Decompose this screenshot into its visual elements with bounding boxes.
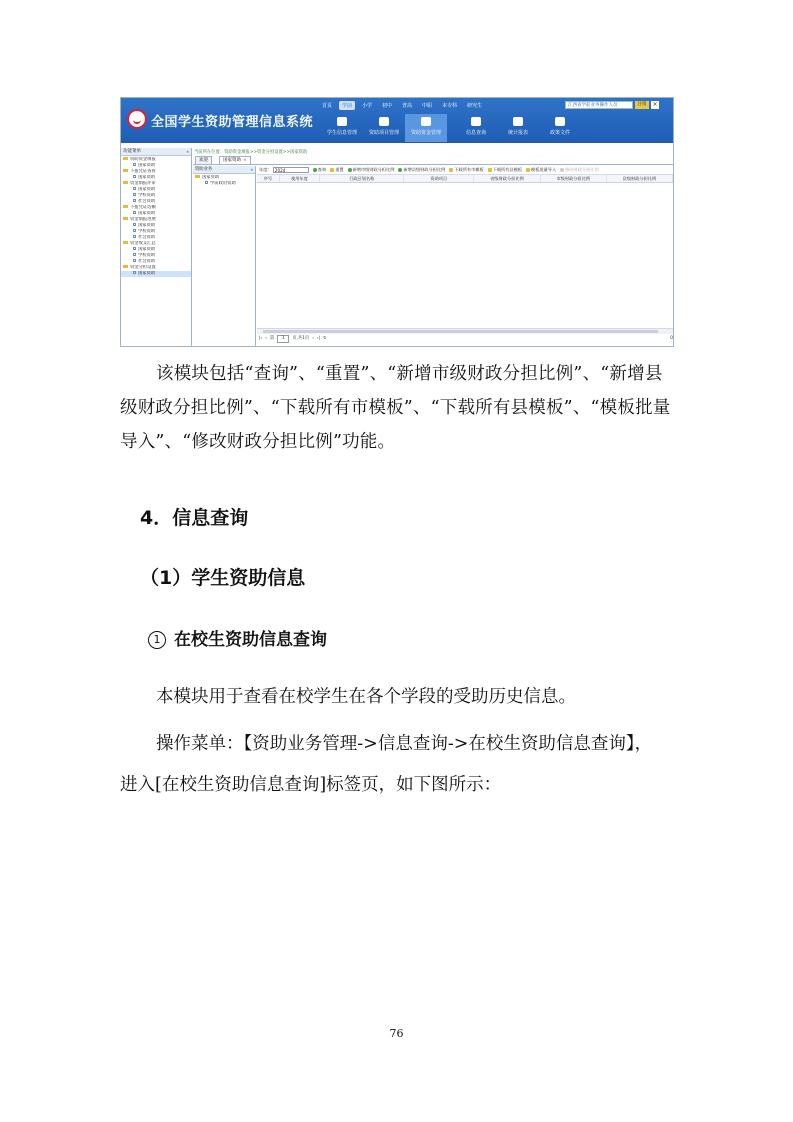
system-screenshot (120, 97, 674, 347)
first-page-icon[interactable]: |‹ (259, 336, 263, 341)
edit-doc-icon (555, 117, 565, 126)
tree-item[interactable]: 学前政府资助 (193, 181, 255, 187)
tree-item-selected[interactable]: 国家资助 (121, 271, 191, 277)
ledger-icon (421, 117, 431, 126)
business-tree (193, 174, 255, 187)
subsection-heading: （1）学生资助信息 (140, 567, 306, 589)
section-heading: 4．信息查询 (140, 507, 249, 529)
system-title: 全国学生资助管理信息系统 (151, 115, 314, 130)
data-grid (257, 166, 673, 346)
last-page-icon[interactable]: ›| (316, 336, 321, 341)
grid-header (257, 175, 673, 183)
paragraph-description: 本模块用于查看在校学生在各个学段的受助历史信息。 (156, 687, 576, 707)
tree-item[interactable]: 国家资助 (121, 163, 191, 169)
tab-welcome[interactable]: 欢迎 (195, 156, 212, 164)
tree-item[interactable]: 国家资助 (121, 175, 191, 181)
top-nav-preschool[interactable]: 学前 (339, 101, 355, 110)
record-count: 0 (670, 336, 673, 341)
tree-item[interactable]: 国家资助 (121, 223, 191, 229)
page-prefix: 第 (269, 336, 275, 341)
tree-item[interactable]: 资助资金填报 (121, 157, 191, 163)
tree-item[interactable]: 下拨凭证查看 (121, 169, 191, 175)
paragraph-module-functions: 该模块包括“查询”、“重置”、“新增市级财政分担比例”、“新增县级财政分担比例”、“下载所有市模板”、“下载所有县模板”、“模板批量导入”、“修改财政分担比例”功能。 (120, 364, 671, 452)
tree-item[interactable]: 学校资助 (121, 193, 191, 199)
paragraph-menu-path-cont: 进入[在校生资助信息查询]标签页，如下图所示： (120, 775, 502, 795)
top-nav-graduate[interactable]: 研究生 (467, 103, 483, 109)
year-label: 年度: (259, 167, 269, 172)
tree-item[interactable]: 下拨凭证选额 (121, 205, 191, 211)
tree-item[interactable]: 国家资助 (121, 187, 191, 193)
download-county-template-button[interactable]: 下载所有县模板 (488, 167, 522, 173)
column-header[interactable]: 省级财政分担比例 (474, 175, 540, 182)
module-report[interactable]: 统计报表 (497, 114, 539, 142)
module-nav (321, 114, 581, 142)
module-policy[interactable]: 政策文件 (539, 114, 581, 142)
page-suffix: 页,共1页 (292, 336, 310, 341)
column-header[interactable]: 行政区划名称 (320, 175, 404, 182)
reset-button[interactable]: 重置 (330, 167, 343, 173)
top-nav-junior[interactable]: 初中 (382, 103, 393, 109)
function-menu-title: 功能菜单 « (123, 149, 189, 154)
search-doc-icon (471, 117, 481, 126)
scrollbar-thumb[interactable] (263, 330, 658, 333)
top-nav-senior[interactable]: 普高 (402, 103, 413, 109)
module-funds[interactable]: 资助资金管理 (405, 114, 447, 142)
paragraph-menu-path: 操作菜单：【资助业务管理->信息查询->在校生资助信息查询】， (156, 734, 653, 754)
column-header[interactable]: 市级财政分担比例 (541, 175, 607, 182)
grid-toolbar (257, 166, 673, 175)
close-icon[interactable]: × (652, 101, 658, 108)
pagination (257, 334, 674, 343)
top-nav-vocational[interactable]: 中职 (422, 103, 433, 109)
tree-item[interactable]: 资金分担设置 (121, 265, 191, 271)
module-project[interactable]: 资助项目管理 (363, 114, 405, 142)
breadcrumb: 当前所在位置：资助资金填报>>资金分担设置>>国家资助 (194, 150, 308, 155)
tab-bar (193, 156, 673, 165)
module-student-info[interactable]: 学生信息管理 (321, 114, 363, 142)
system-banner (121, 98, 673, 143)
users-icon (337, 117, 347, 126)
business-panel (193, 166, 256, 346)
tree-item[interactable]: 国家资助 (193, 175, 255, 181)
tree-item[interactable]: 资金填报评审 (121, 181, 191, 187)
tree-item[interactable]: 学校资助 (121, 253, 191, 259)
top-nav-home[interactable]: 首页 (322, 103, 333, 109)
collapse-icon[interactable]: « (250, 167, 253, 172)
tab-national-aid[interactable]: 国家资助 × (219, 156, 251, 164)
add-city-ratio-button[interactable]: 新增市级财政分担比例 (348, 167, 395, 173)
briefcase-icon (379, 117, 389, 126)
tree-item[interactable]: 学校资助 (121, 229, 191, 235)
column-header[interactable]: 序号 (257, 175, 280, 182)
item-heading: 1 在校生资助信息查询 (148, 625, 327, 650)
edit-ratio-button[interactable]: 修改财政分担比例 (560, 167, 599, 173)
prev-page-icon[interactable]: ‹ (265, 336, 267, 341)
batch-import-button[interactable]: 模板批量导入 (526, 167, 556, 173)
refresh-icon[interactable]: ↻ (323, 336, 327, 341)
business-panel-title: 资助业务 « (195, 167, 253, 172)
column-header[interactable]: 使用年度 (280, 175, 321, 182)
tree-item[interactable]: 社会资助 (121, 235, 191, 241)
pie-chart-icon (513, 117, 523, 126)
page-number: 76 (389, 1027, 404, 1040)
tree-item[interactable]: 资金填报进展 (121, 217, 191, 223)
download-city-template-button[interactable]: 下载所有市模板 (449, 167, 483, 173)
query-button[interactable]: 查询 (313, 167, 326, 173)
close-tab-icon[interactable]: × (243, 158, 247, 163)
next-page-icon[interactable]: › (312, 336, 314, 341)
user-role-select[interactable]: 江西省学前业务操作人员 (565, 101, 633, 109)
tree-item[interactable]: 社会资助 (121, 259, 191, 265)
tree-item[interactable]: 资金收支汇总 (121, 241, 191, 247)
function-menu-tree (121, 156, 191, 277)
top-nav-primary[interactable]: 小学 (362, 103, 373, 109)
logout-button[interactable]: 注销 (635, 101, 649, 109)
add-county-ratio-button[interactable]: 新增县级财政分担比例 (398, 167, 445, 173)
tree-item[interactable]: 社会资助 (121, 199, 191, 205)
module-query[interactable]: 信息查询 (455, 114, 497, 142)
function-menu-panel (121, 148, 192, 346)
logo-icon (127, 109, 147, 129)
tree-item[interactable]: 国家资助 (121, 247, 191, 253)
column-header[interactable]: 资助项目 (404, 175, 474, 182)
top-nav-undergrad[interactable]: 本专科 (442, 103, 458, 109)
page-input[interactable]: 1 (277, 335, 289, 343)
year-select[interactable]: 2024 (273, 167, 309, 173)
collapse-icon[interactable]: « (186, 149, 189, 154)
top-nav (319, 100, 485, 111)
item-number: 1 (148, 631, 166, 649)
column-header[interactable]: 县级财政分担比例 (607, 175, 673, 182)
tree-item[interactable]: 国家资助 (121, 211, 191, 217)
